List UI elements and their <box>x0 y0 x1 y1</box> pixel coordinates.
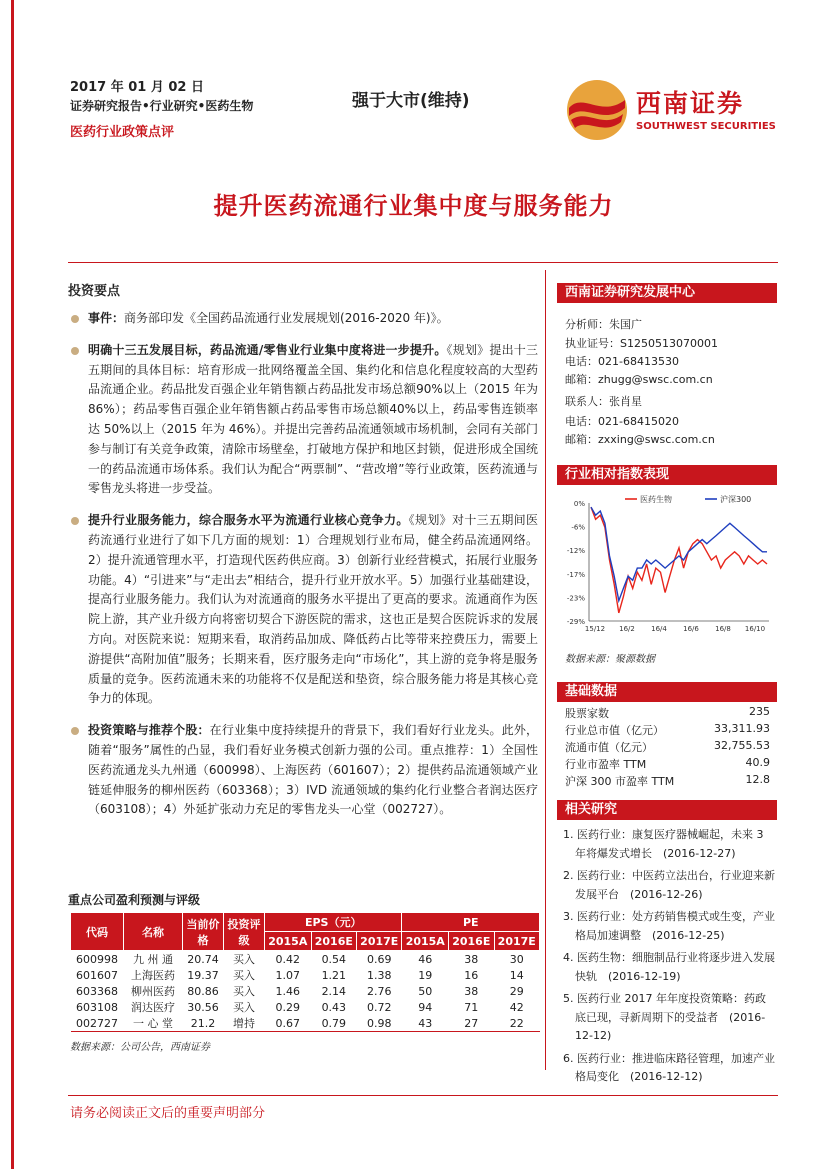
point-event <box>68 309 538 329</box>
col-year: 2017E <box>494 932 540 951</box>
cell: 22 <box>494 1015 540 1032</box>
cell: 38 <box>464 984 479 998</box>
column-divider <box>545 270 546 1070</box>
investment-highlights <box>68 280 538 820</box>
cell: 16 <box>464 968 479 982</box>
research-item[interactable]: 4. 医药生物：细胞制品行业将逐步进入发展快轨 (2016-12-19) <box>563 951 775 983</box>
cell: 601607 <box>76 968 118 982</box>
cell: 2.14 <box>321 984 347 998</box>
cell: 71 <box>464 1000 479 1014</box>
related-research-list <box>563 826 775 1091</box>
index-performance-heading: 行业相对指数表现 <box>557 465 777 485</box>
cell: 20.74 <box>187 952 219 966</box>
research-item[interactable]: 6. 医药行业：推进临床路径管理，加速产业格局变化 (2016-12-12) <box>563 1051 775 1083</box>
col-eps: EPS（元） <box>265 913 402 932</box>
title-divider <box>68 262 778 263</box>
point-lead: 投资策略与推荐个股： <box>88 723 210 738</box>
report-subcategory: 医药行业政策点评 <box>70 125 175 140</box>
chart-x-ticks <box>585 625 765 633</box>
cell: 买入 <box>233 953 255 966</box>
cell: 0.69 <box>367 952 392 966</box>
col-code: 代码 <box>71 913 124 951</box>
cell: 30 <box>509 952 524 966</box>
col-year: 2016E <box>311 932 356 951</box>
cell: 600998 <box>76 952 118 966</box>
y-tick-label: -23% <box>566 594 585 603</box>
research-center-heading: 西南证券研究发展中心 <box>557 283 777 303</box>
table-row <box>71 999 540 1015</box>
research-item[interactable]: 3. 医药行业：处方药销售模式或生变，产业格局加速调整 (2016-12-25) <box>563 910 775 942</box>
cell: 九 州 通 <box>133 953 173 966</box>
legend-label: 沪深300 <box>720 495 752 504</box>
basic-value: 12.8 <box>745 773 770 786</box>
cell: 上海医药 <box>131 969 175 982</box>
table-row <box>71 983 540 999</box>
chart-series <box>591 507 767 613</box>
basic-value: 40.9 <box>745 756 770 769</box>
y-tick-label: -6% <box>571 523 585 532</box>
cell: 1.38 <box>367 968 392 982</box>
chart-y-ticks <box>567 500 585 626</box>
cell: 43 <box>402 1015 449 1032</box>
x-tick-label: 16/4 <box>651 625 667 633</box>
cell: 14 <box>509 968 524 982</box>
research-item[interactable]: 2. 医药行业：中医药立法出台，行业迎来新发展平台 (2016-12-26) <box>563 869 775 901</box>
cell: 42 <box>509 1000 524 1014</box>
industry-rating: 强于大市(维持) <box>352 91 470 111</box>
analyst-license: 执业证号：S1250513070001 <box>565 337 718 350</box>
cell: 94 <box>418 1000 433 1014</box>
basic-value: 32,755.53 <box>714 739 770 752</box>
x-tick-label: 16/6 <box>683 625 699 633</box>
basic-data-heading: 基础数据 <box>557 682 777 702</box>
basic-data-row <box>565 773 770 789</box>
table-row <box>71 951 540 968</box>
point-strategy <box>68 721 538 820</box>
report-title: 提升医药流通行业集中度与服务能力 <box>213 192 614 220</box>
cell: 19 <box>418 968 433 982</box>
cell: 30.56 <box>187 1000 219 1014</box>
basic-value: 33,311.93 <box>714 722 770 735</box>
y-tick-label: 0% <box>573 500 585 508</box>
table-source: 数据来源：公司公告，西南证券 <box>70 1042 210 1053</box>
x-tick-label: 16/2 <box>619 625 635 633</box>
col-year: 2015A <box>265 932 312 951</box>
analyst-phone: 电话：021-68413530 <box>565 355 679 368</box>
x-tick-label: 15/12 <box>584 625 606 633</box>
bullet-icon <box>71 727 79 735</box>
x-tick-label: 16/10 <box>744 625 766 633</box>
bullet-icon <box>71 315 79 323</box>
report-category: 证券研究报告•行业研究•医药生物 <box>70 99 254 113</box>
contact-name: 联系人：张肖星 <box>565 395 642 408</box>
research-item[interactable]: 1. 医药行业：康复医疗器械崛起，未来 3 年将爆发式增长 (2016-12-27) <box>563 828 764 860</box>
basic-label: 行业市盈率 TTM <box>565 758 647 771</box>
series-line-hs300 <box>591 507 767 601</box>
bullet-icon <box>71 517 79 525</box>
cell: 50 <box>418 984 433 998</box>
logo-english-name: SOUTHWEST SECURITIES <box>636 121 776 132</box>
col-year: 2015A <box>402 932 449 951</box>
cell: 002727 <box>71 1015 124 1032</box>
logo-chinese-name: 西南证券 <box>636 89 745 118</box>
cell: 603368 <box>76 984 118 998</box>
cell: 买入 <box>233 969 255 982</box>
cell: 80.86 <box>187 984 219 998</box>
cell: 0.29 <box>275 1000 301 1014</box>
y-tick-label: -12% <box>566 547 585 556</box>
basic-data-row <box>565 722 770 738</box>
y-tick-label: -29% <box>566 618 585 626</box>
cell: 0.54 <box>321 952 347 966</box>
cell: 润达医疗 <box>131 1001 175 1014</box>
point-concentration <box>68 341 538 499</box>
cell: 46 <box>418 952 433 966</box>
contact-phone: 电话：021-68415020 <box>565 415 679 428</box>
col-pe: PE <box>402 913 540 932</box>
basic-label: 行业总市值（亿元） <box>565 724 664 737</box>
cell: 0.43 <box>321 1000 347 1014</box>
col-year: 2016E <box>449 932 494 951</box>
col-name: 名称 <box>124 913 183 951</box>
point-service <box>68 511 538 709</box>
cell: 0.72 <box>367 1000 392 1014</box>
cell: 一 心 堂 <box>124 1015 183 1032</box>
analyst-email[interactable]: 邮箱：zhugg@swsc.com.cn <box>565 373 713 386</box>
cell: 19.37 <box>187 968 219 982</box>
basic-value: 235 <box>749 705 770 718</box>
footer-divider <box>68 1095 778 1096</box>
forecast-table-title: 重点公司盈利预测与评级 <box>68 893 201 907</box>
chart-source: 数据来源：聚源数据 <box>565 654 655 665</box>
table-row <box>71 967 540 983</box>
cell: 买入 <box>233 985 255 998</box>
x-tick-label: 16/8 <box>715 625 731 633</box>
contact-email[interactable]: 邮箱：zxxing@swsc.com.cn <box>565 433 715 446</box>
related-research-heading: 相关研究 <box>557 800 777 820</box>
chart-legend <box>625 494 751 504</box>
highlights-heading: 投资要点 <box>68 284 121 299</box>
basic-label: 股票家数 <box>565 707 609 720</box>
basic-data-row <box>565 756 770 772</box>
swsc-logo-icon <box>565 78 629 142</box>
point-text: 商务部印发《全国药品流通行业发展规划(2016-2020 年)》。 <box>124 311 449 325</box>
cell: 1.46 <box>275 984 301 998</box>
report-date: 2017 年 01 月 02 日 <box>70 80 204 95</box>
cell: 0.98 <box>357 1015 402 1032</box>
point-text: 《规划》提出十三五期间的具体目标：培育形成一批网络覆盖全国、集约化和信息化程度较高的大型药品流通企业。药品批发百强企业年销售额占药品批发市场总额90%以上（2015 年为 86%）；药品零售百强企业年销售额占药品零售市场总额40%以上，药品零售连锁率达 50%以上（2015 年为 46%）。并提出完善药品流通领域市场机制，会同有关部门参与制订有关竞争政策，清除市场壁垒，打破地方保护和地区封锁，促进形成全国统一的药品流通市场体系。我们认为配合“两票制”、“营改增”等行业政策，医药流通与零售龙头将进一步受益。 <box>88 342 538 496</box>
point-lead: 提升行业服务能力，综合服务水平为流通行业核心竞争力。 <box>88 513 409 528</box>
col-price: 当前价格 <box>183 913 224 951</box>
research-item[interactable]: 5. 医药行业 2017 年年度投资策略：药政底已现，寻新周期下的受益者 (2016-12-12) <box>563 992 766 1042</box>
bullet-icon <box>71 347 79 355</box>
cell: 21.2 <box>183 1015 224 1032</box>
point-lead: 事件： <box>88 311 125 325</box>
table-row <box>71 1015 540 1032</box>
cell: 增持 <box>224 1015 265 1032</box>
point-text: 在行业集中度持续提升的背景下，我们看好行业龙头。此外，随着“服务”属性的凸显，我们看好业务模式创新力强的公司。重点推荐：1）全国性医药流通龙头九州通（600998）、上海医药（601607）；2）提供药品流通领域产业链延伸服务的柳州医药（603368）；3）IVD 流通领域的集约化行业整合者润达医疗（603108）；4）外延扩张动力充足的零售龙头一心堂（002727）。 <box>88 723 538 817</box>
analyst-name: 分析师：朱国广 <box>565 318 642 331</box>
cell: 买入 <box>233 1001 255 1014</box>
left-accent-bar <box>11 0 14 1169</box>
y-tick-label: -17% <box>566 570 585 579</box>
cell: 2.76 <box>367 984 392 998</box>
cell: 1.07 <box>275 968 301 982</box>
forecast-table <box>70 912 540 1032</box>
footer-disclaimer: 请务必阅读正文后的重要声明部分 <box>70 1106 266 1121</box>
basic-data-row <box>565 705 770 721</box>
cell: 0.42 <box>275 952 301 966</box>
cell: 0.79 <box>311 1015 356 1032</box>
basic-label: 沪深 300 市盈率 TTM <box>565 775 675 788</box>
cell: 1.21 <box>321 968 347 982</box>
cell: 柳州医药 <box>131 985 175 998</box>
basic-label: 流通市值（亿元） <box>565 741 653 754</box>
col-year: 2017E <box>357 932 402 951</box>
basic-data-row <box>565 739 770 755</box>
col-rating: 投资评级 <box>224 913 265 951</box>
point-lead: 明确十三五发展目标，药品流通/零售业行业集中度将进一步提升。 <box>88 342 447 357</box>
cell: 603108 <box>76 1000 118 1014</box>
legend-label: 医药生物 <box>640 495 672 504</box>
point-text: 《规划》对十三五期间医药流通行业进行了如下几方面的规划：1）合理规划行业布局，健全药品流通网络。2）提升流通管理水平，打造现代医药供应商。3）创新行业经营模式，拓展行业服务功能。4）“引进来”与“走出去”相结合，提升行业开放水平。5）加强行业基础建设，提高行业服务能力。我们认为对流通商的服务水平提出了更高的要求。流通商作为医院上游，其产业升级方向将密切契合下游医院的需求，这也正是契合医院诉求的发展方向。对医院来说：短期来看，取消药品加成、降低药占比等带来控费压力，需要上游提供“高附加值”服务；长期来看，医疗服务走向“市场化”，其上游的竞争将是服务质量的竞争。医药流通未来的功能将不仅是配送和垫资，综合服务能力将是其核心竞争力的体现。 <box>88 513 538 706</box>
relative-index-chart <box>557 493 777 643</box>
cell: 38 <box>464 952 479 966</box>
cell: 29 <box>509 984 524 998</box>
cell: 27 <box>449 1015 494 1032</box>
cell: 0.67 <box>265 1015 312 1032</box>
